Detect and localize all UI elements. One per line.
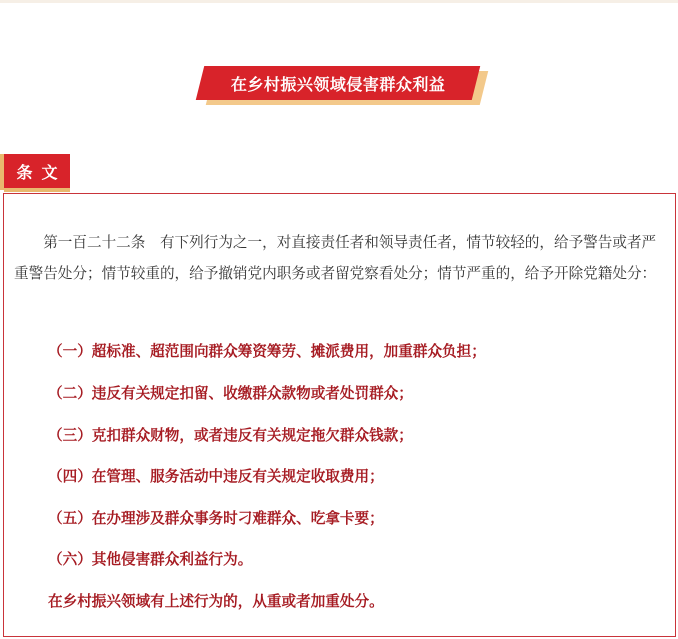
article-closing: 在乡村振兴领域有上述行为的，从重或者加重处分。 xyxy=(48,593,384,610)
list-item: （三）克扣群众财物，或者违反有关规定拖欠群众钱款； xyxy=(48,427,413,444)
title-banner-fill xyxy=(196,66,480,100)
page-title: 在乡村振兴领域侵害群众利益 xyxy=(230,74,446,94)
list-item: （一）超标准、超范围向群众筹资筹劳、摊派费用，加重群众负担； xyxy=(48,343,486,360)
list-item: （五）在办理涉及群众事务时刁难群众、吃拿卡要； xyxy=(48,510,384,527)
article-intro: 第一百二十二条 有下列行为之一，对直接责任者和领导责任者，情节较轻的，给予警告或者严重警告处分；情节较重的，给予撤销党内职务或者留党察看处分；情节严重的，给予开除党籍处分： xyxy=(14,234,657,282)
title-banner xyxy=(196,64,492,108)
section-tab: 条文 xyxy=(4,154,70,188)
list-item: （六）其他侵害群众利益行为。 xyxy=(48,551,253,568)
list-item: （二）违反有关规定扣留、收缴群众款物或者处罚群众； xyxy=(48,385,413,402)
top-divider xyxy=(0,0,678,3)
list-item: （四）在管理、服务活动中违反有关规定收取费用； xyxy=(48,468,384,485)
section-tab-underline xyxy=(4,188,70,192)
